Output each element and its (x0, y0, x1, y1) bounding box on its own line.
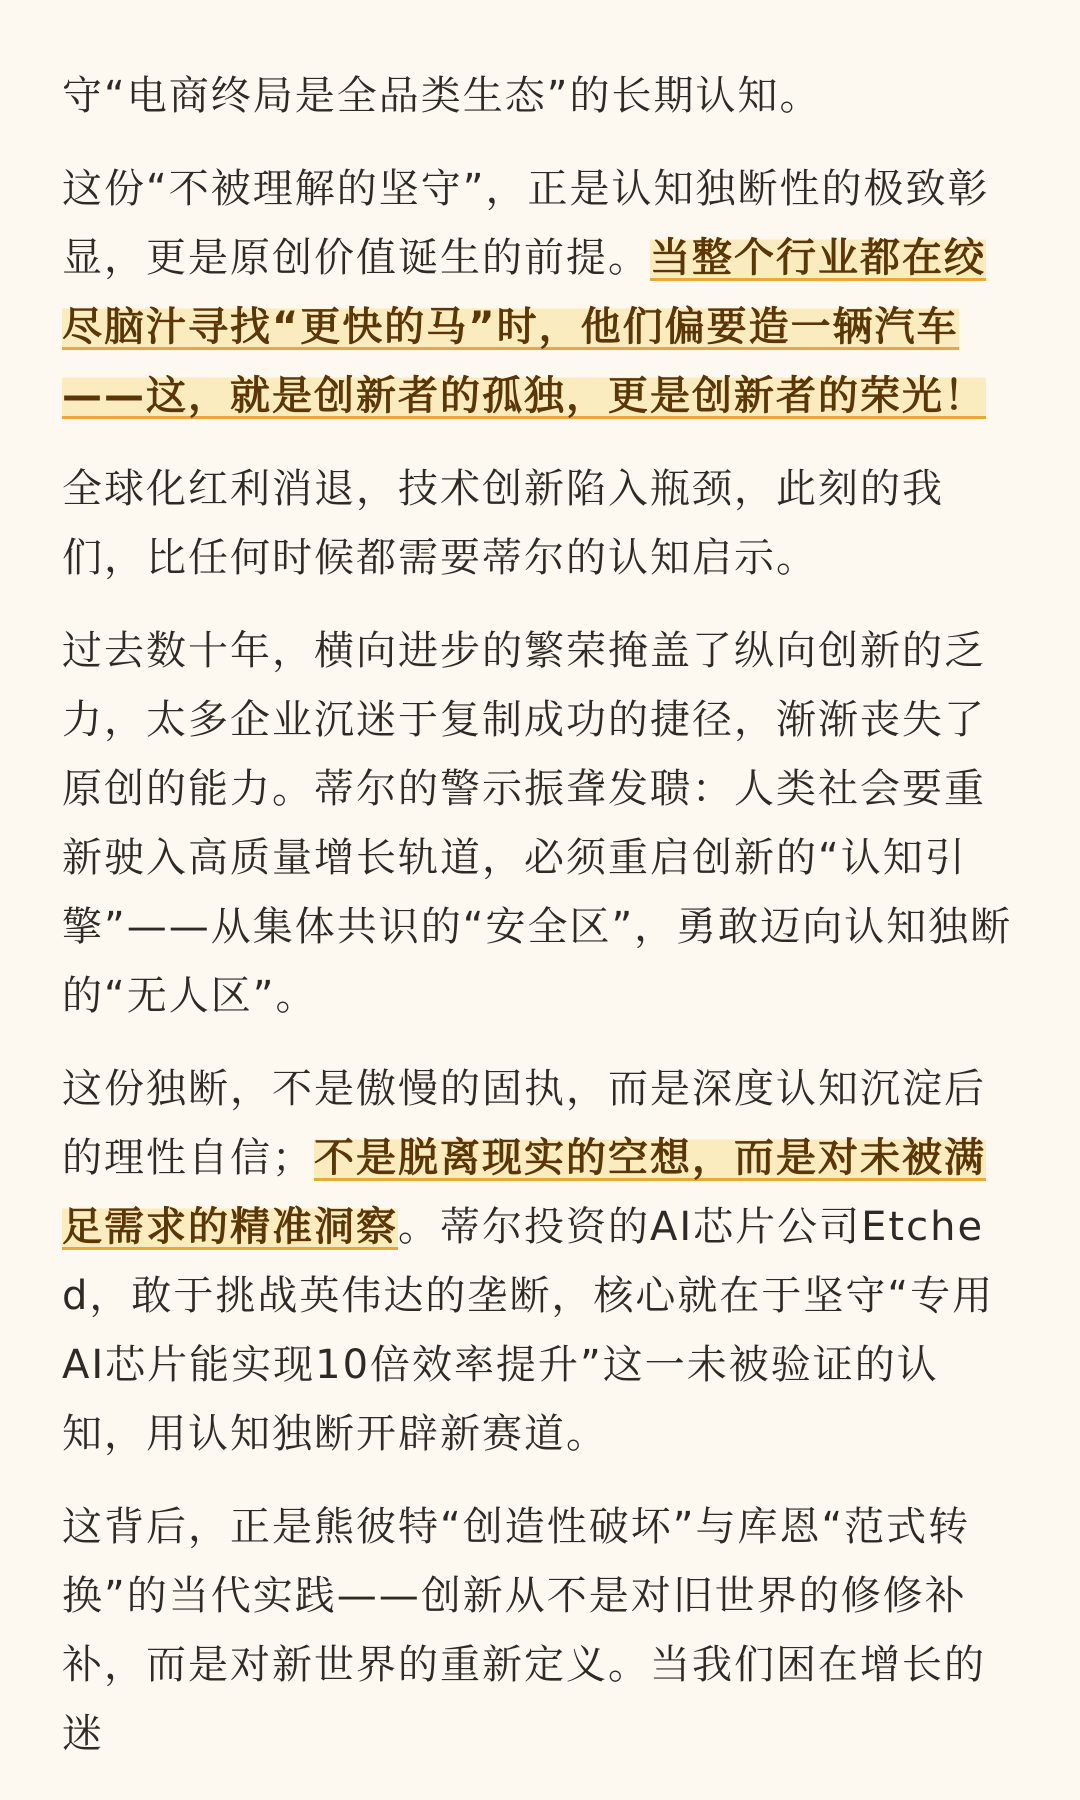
paragraph-6-text: 这背后，正是熊彼特“创造性破坏”与库恩“范式转换”的当代实践——创新从不是对旧世界的修修补补，而是对新世界的重新定义。当我们困在增长的迷 (62, 1504, 986, 1757)
paragraph-5 (62, 1055, 1020, 1469)
paragraph-4 (62, 617, 1020, 1031)
paragraph-1-text: 守“电商终局是全品类生态”的长期认知。 (62, 73, 822, 119)
paragraph-3-text: 全球化红利消退，技术创新陷入瓶颈，此刻的我们，比任何时候都需要蒂尔的认知启示。 (62, 466, 944, 581)
paragraph-5-highlight: 不是脱离现实的空想，而是对未被满足需求的精准洞察 (62, 1135, 986, 1250)
paragraph-5-text-b: 。蒂尔投资的AI芯片公司Etched，敢于挑战英伟达的垄断，核心就在于坚守“专用AI芯片能实现10倍效率提升”这一未被验证的认知，用认知独断开辟新赛道。 (62, 1204, 995, 1457)
paragraph-2 (62, 155, 1020, 431)
paragraph-1 (62, 62, 1020, 131)
paragraph-4-text: 过去数十年，横向进步的繁荣掩盖了纵向创新的乏力，太多企业沉迷于复制成功的捷径，渐渐丧失了原创的能力。蒂尔的警示振聋发聩：人类社会要重新驶入高质量增长轨道，必须重启创新的“认知引擎”——从集体共识的“安全区”，勇敢迈向认知独断的“无人区”。 (62, 628, 1013, 1019)
paragraph-6 (62, 1493, 1020, 1769)
paragraph-2-highlight: 当整个行业都在绞尽脑汁寻找“更快的马”时，他们偏要造一辆汽车——这，就是创新者的孤独，更是创新者的荣光！ (62, 235, 986, 419)
paragraph-2-text: 这份“不被理解的坚守”，正是认知独断性的极致彰显，更是原创价值诞生的前提。 (62, 166, 990, 281)
paragraph-5-text-a: 这份独断，不是傲慢的固执，而是深度认知沉淀后的理性自信； (62, 1066, 986, 1181)
article-body (62, 62, 1020, 1793)
paragraph-3 (62, 455, 1020, 593)
